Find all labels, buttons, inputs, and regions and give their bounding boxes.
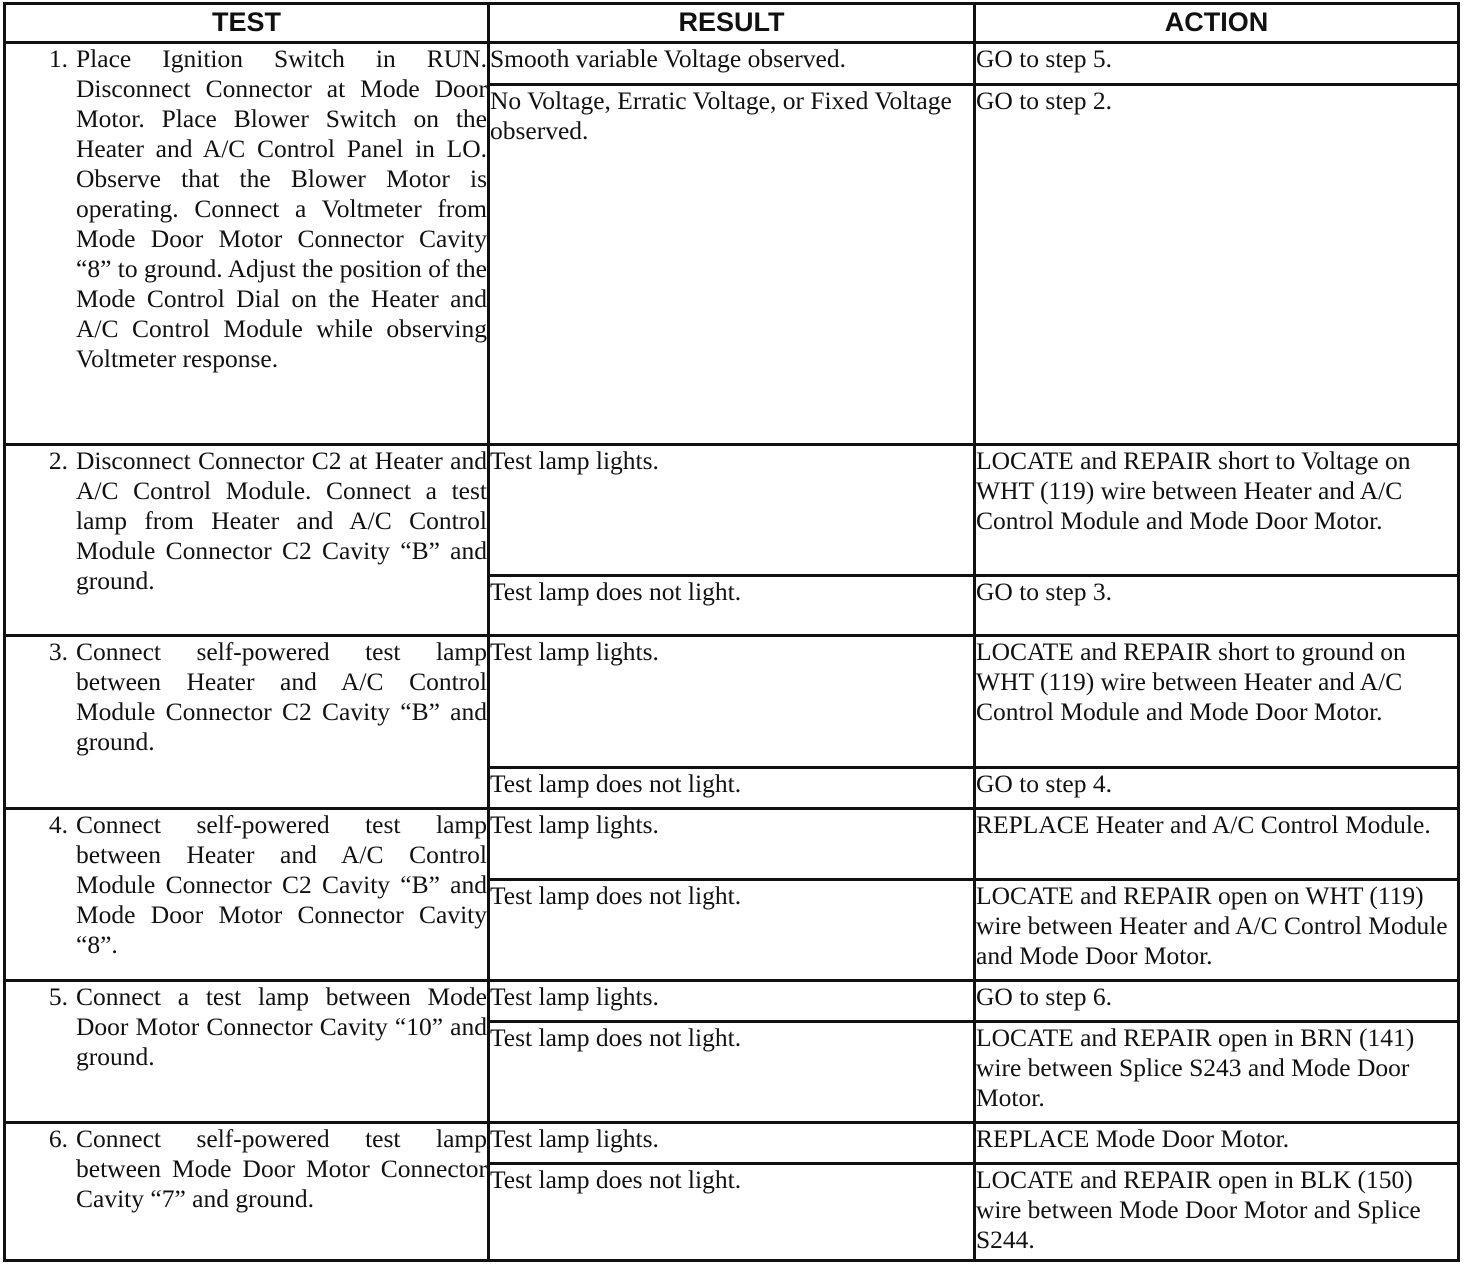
result-cell: Test lamp lights. bbox=[489, 981, 975, 1022]
header-action: ACTION bbox=[975, 4, 1459, 43]
test-text: Place Ignition Switch in RUN. Disconnect Connector at Mode Door Motor. Place Blower Switch on the Heater and A/C Control Panel in LO. Observe that the Blower Motor is operating. Connect a Voltmeter from Mode Door Motor Connector Cavity “8” to ground. Adjust the position of the Mode Control Dial on the Heater and A/C Control Module while observing Voltmeter response. bbox=[76, 44, 487, 373]
result-cell: Test lamp does not light. bbox=[489, 576, 975, 636]
result-cell: Test lamp does not light. bbox=[489, 880, 975, 981]
step-number: 4. bbox=[48, 810, 68, 839]
action-cell: LOCATE and REPAIR short to ground on WHT (119) wire between Heater and A/C Control Module and Mode Door Motor. bbox=[975, 636, 1459, 768]
step-number: 2. bbox=[48, 446, 68, 475]
result-cell: Test lamp lights. bbox=[489, 636, 975, 768]
step-number: 5. bbox=[48, 982, 68, 1011]
diagnostic-table bbox=[3, 2, 1460, 1262]
test-text: Connect a test lamp between Mode Door Motor Connector Cavity “10” and ground. bbox=[76, 982, 487, 1071]
step-2-test bbox=[5, 445, 489, 636]
result-cell: Test lamp does not light. bbox=[489, 1164, 975, 1261]
action-cell: GO to step 6. bbox=[975, 981, 1459, 1022]
header-result: RESULT bbox=[489, 4, 975, 43]
action-cell: REPLACE Mode Door Motor. bbox=[975, 1123, 1459, 1164]
action-cell: GO to step 5. bbox=[975, 43, 1459, 85]
action-cell: REPLACE Heater and A/C Control Module. bbox=[975, 809, 1459, 880]
result-cell: No Voltage, Erratic Voltage, or Fixed Voltage observed. bbox=[489, 85, 975, 445]
action-cell: LOCATE and REPAIR open on WHT (119) wire between Heater and A/C Control Module and Mode Door Motor. bbox=[975, 880, 1459, 981]
result-cell: Test lamp lights. bbox=[489, 445, 975, 576]
step-5-test bbox=[5, 981, 489, 1123]
action-cell: LOCATE and REPAIR open in BRN (141) wire between Splice S243 and Mode Door Motor. bbox=[975, 1022, 1459, 1123]
result-cell: Smooth variable Voltage observed. bbox=[489, 43, 975, 85]
action-cell: GO to step 4. bbox=[975, 768, 1459, 809]
action-cell: GO to step 3. bbox=[975, 576, 1459, 636]
test-text: Connect self-powered test lamp between Heater and A/C Control Module Connector C2 Cavity “B” and ground. bbox=[76, 637, 487, 756]
table-row bbox=[5, 1123, 1459, 1164]
result-cell: Test lamp lights. bbox=[489, 809, 975, 880]
step-3-test bbox=[5, 636, 489, 809]
test-text: Connect self-powered test lamp between Heater and A/C Control Module Connector C2 Cavity “B” and Mode Door Motor Connector Cavity “8”. bbox=[76, 810, 487, 959]
action-cell: GO to step 2. bbox=[975, 85, 1459, 445]
step-6-test bbox=[5, 1123, 489, 1261]
step-1-test bbox=[5, 43, 489, 445]
table-row bbox=[5, 445, 1459, 576]
action-cell: LOCATE and REPAIR short to Voltage on WHT (119) wire between Heater and A/C Control Module and Mode Door Motor. bbox=[975, 445, 1459, 576]
step-number: 3. bbox=[48, 637, 68, 666]
table-row bbox=[5, 981, 1459, 1022]
test-text: Disconnect Connector C2 at Heater and A/C Control Module. Connect a test lamp from Heater and A/C Control Module Connector C2 Cavity “B” and ground. bbox=[76, 446, 487, 595]
table-row bbox=[5, 809, 1459, 880]
header-test: TEST bbox=[5, 4, 489, 43]
step-number: 1. bbox=[48, 44, 68, 73]
result-cell: Test lamp lights. bbox=[489, 1123, 975, 1164]
result-cell: Test lamp does not light. bbox=[489, 768, 975, 809]
table-row bbox=[5, 43, 1459, 85]
header-row bbox=[5, 4, 1459, 43]
result-cell: Test lamp does not light. bbox=[489, 1022, 975, 1123]
test-text: Connect self-powered test lamp between Mode Door Motor Connector Cavity “7” and ground. bbox=[76, 1124, 487, 1213]
action-cell: LOCATE and REPAIR open in BLK (150) wire between Mode Door Motor and Splice S244. bbox=[975, 1164, 1459, 1261]
step-4-test bbox=[5, 809, 489, 981]
step-number: 6. bbox=[48, 1124, 68, 1153]
table-row bbox=[5, 636, 1459, 768]
